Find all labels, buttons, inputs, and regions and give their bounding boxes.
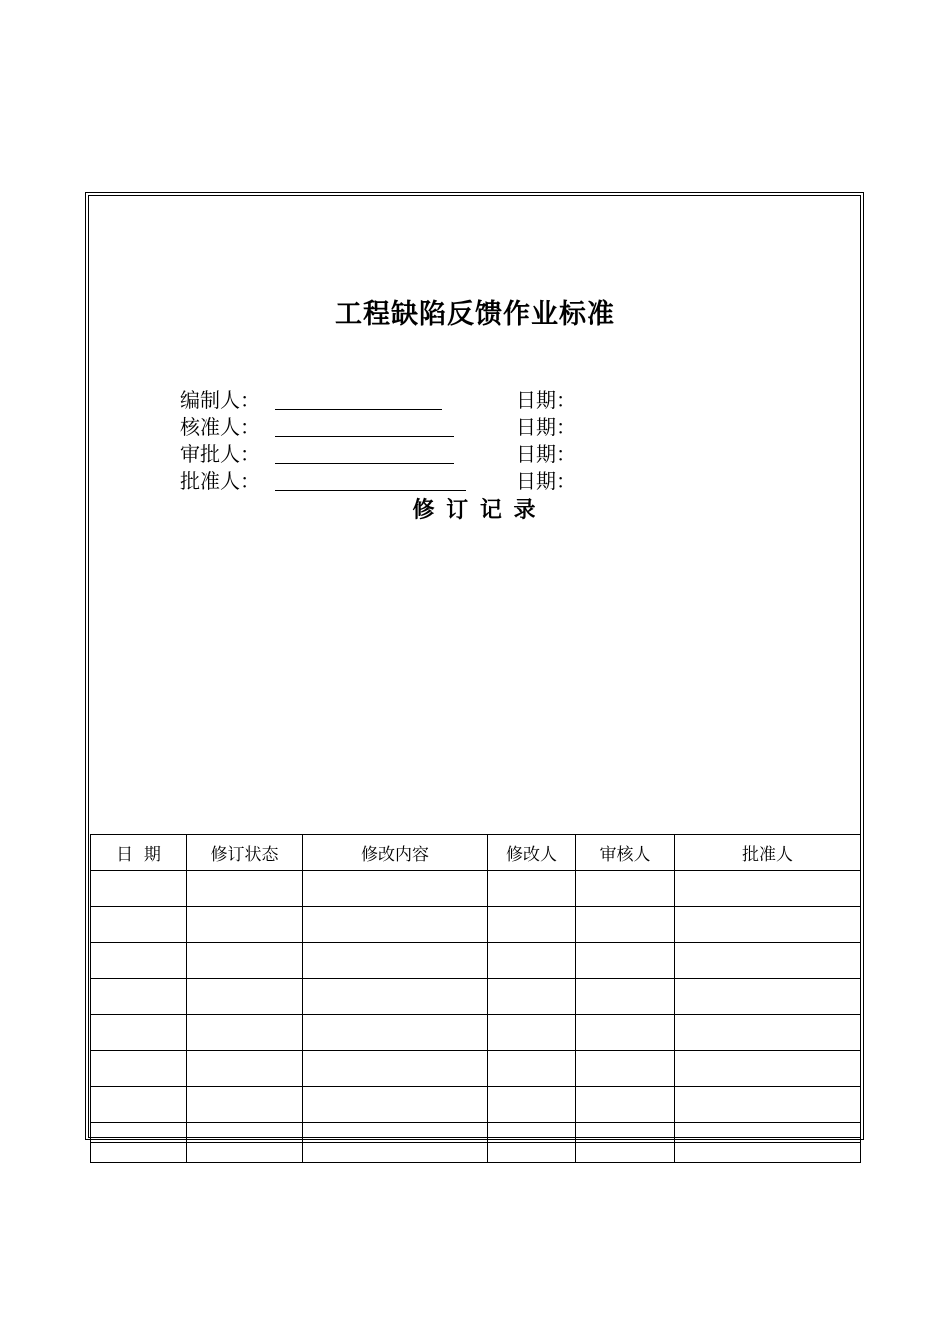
table-cell[interactable] xyxy=(675,979,861,1015)
table-cell[interactable] xyxy=(488,1015,576,1051)
table-cell[interactable] xyxy=(91,1051,187,1087)
revision-table-header xyxy=(91,835,861,871)
compiler-date-label: 日期： xyxy=(516,388,576,412)
table-cell[interactable] xyxy=(187,943,303,979)
table-cell[interactable] xyxy=(91,979,187,1015)
table-cell[interactable] xyxy=(675,871,861,907)
table-cell[interactable] xyxy=(488,1143,576,1163)
table-cell[interactable] xyxy=(675,907,861,943)
table-cell[interactable] xyxy=(303,1051,488,1087)
table-cell[interactable] xyxy=(576,907,675,943)
table-cell[interactable] xyxy=(91,907,187,943)
table-cell[interactable] xyxy=(576,1051,675,1087)
table-cell[interactable] xyxy=(576,1015,675,1051)
header-date: 日 期 xyxy=(91,835,187,871)
table-cell[interactable] xyxy=(488,1051,576,1087)
table-row xyxy=(91,871,861,907)
table-cell[interactable] xyxy=(675,943,861,979)
table-row xyxy=(91,907,861,943)
table-row xyxy=(91,1051,861,1087)
table-cell[interactable] xyxy=(187,1015,303,1051)
compiler-signature-line[interactable] xyxy=(275,409,442,410)
header-approver: 批准人 xyxy=(675,835,861,871)
table-cell[interactable] xyxy=(303,1015,488,1051)
table-cell[interactable] xyxy=(488,1123,576,1143)
table-cell[interactable] xyxy=(303,943,488,979)
table-row xyxy=(91,943,861,979)
table-cell[interactable] xyxy=(576,943,675,979)
table-row xyxy=(91,1143,861,1163)
verifier-signature-line[interactable] xyxy=(275,436,454,437)
header-modifier: 修改人 xyxy=(488,835,576,871)
table-cell[interactable] xyxy=(187,1087,303,1123)
verifier-label: 核准人： xyxy=(180,415,260,439)
table-cell[interactable] xyxy=(488,1087,576,1123)
approver-date-label: 日期： xyxy=(516,469,576,493)
table-cell[interactable] xyxy=(576,979,675,1015)
table-cell[interactable] xyxy=(91,1087,187,1123)
approver-label: 批准人： xyxy=(180,469,260,493)
document-title: 工程缺陷反馈作业标准 xyxy=(335,299,615,330)
table-cell[interactable] xyxy=(91,1123,187,1143)
table-cell[interactable] xyxy=(91,871,187,907)
table-cell[interactable] xyxy=(675,1143,861,1163)
header-change-content: 修改内容 xyxy=(303,835,488,871)
table-cell[interactable] xyxy=(488,907,576,943)
table-cell[interactable] xyxy=(187,1051,303,1087)
header-revision-status: 修订状态 xyxy=(187,835,303,871)
table-cell[interactable] xyxy=(303,907,488,943)
table-row xyxy=(91,1015,861,1051)
revision-record-heading: 修 订 记 录 xyxy=(412,498,538,523)
table-cell[interactable] xyxy=(303,1087,488,1123)
table-cell[interactable] xyxy=(303,1143,488,1163)
table-cell[interactable] xyxy=(91,1015,187,1051)
table-cell[interactable] xyxy=(187,979,303,1015)
table-cell[interactable] xyxy=(576,871,675,907)
table-cell[interactable] xyxy=(187,907,303,943)
table-cell[interactable] xyxy=(576,1123,675,1143)
table-cell[interactable] xyxy=(488,871,576,907)
table-cell[interactable] xyxy=(675,1051,861,1087)
reviewer-label: 审批人： xyxy=(180,442,260,466)
table-cell[interactable] xyxy=(675,1087,861,1123)
compiler-label: 编制人： xyxy=(180,388,260,412)
table-cell[interactable] xyxy=(91,943,187,979)
table-row xyxy=(91,1123,861,1143)
table-cell[interactable] xyxy=(488,943,576,979)
table-row xyxy=(91,979,861,1015)
table-row xyxy=(91,1087,861,1123)
table-cell[interactable] xyxy=(187,1123,303,1143)
table-cell[interactable] xyxy=(576,1143,675,1163)
table-cell[interactable] xyxy=(187,871,303,907)
table-cell[interactable] xyxy=(303,871,488,907)
table-cell[interactable] xyxy=(187,1143,303,1163)
table-cell[interactable] xyxy=(675,1123,861,1143)
table-cell[interactable] xyxy=(488,979,576,1015)
reviewer-signature-line[interactable] xyxy=(275,463,454,464)
table-cell[interactable] xyxy=(576,1087,675,1123)
reviewer-date-label: 日期： xyxy=(516,442,576,466)
table-cell[interactable] xyxy=(675,1015,861,1051)
header-reviewer: 审核人 xyxy=(576,835,675,871)
table-cell[interactable] xyxy=(91,1143,187,1163)
revision-table xyxy=(90,834,861,1163)
table-cell[interactable] xyxy=(303,1123,488,1143)
approver-signature-line[interactable] xyxy=(275,490,466,491)
table-cell[interactable] xyxy=(303,979,488,1015)
verifier-date-label: 日期： xyxy=(516,415,576,439)
